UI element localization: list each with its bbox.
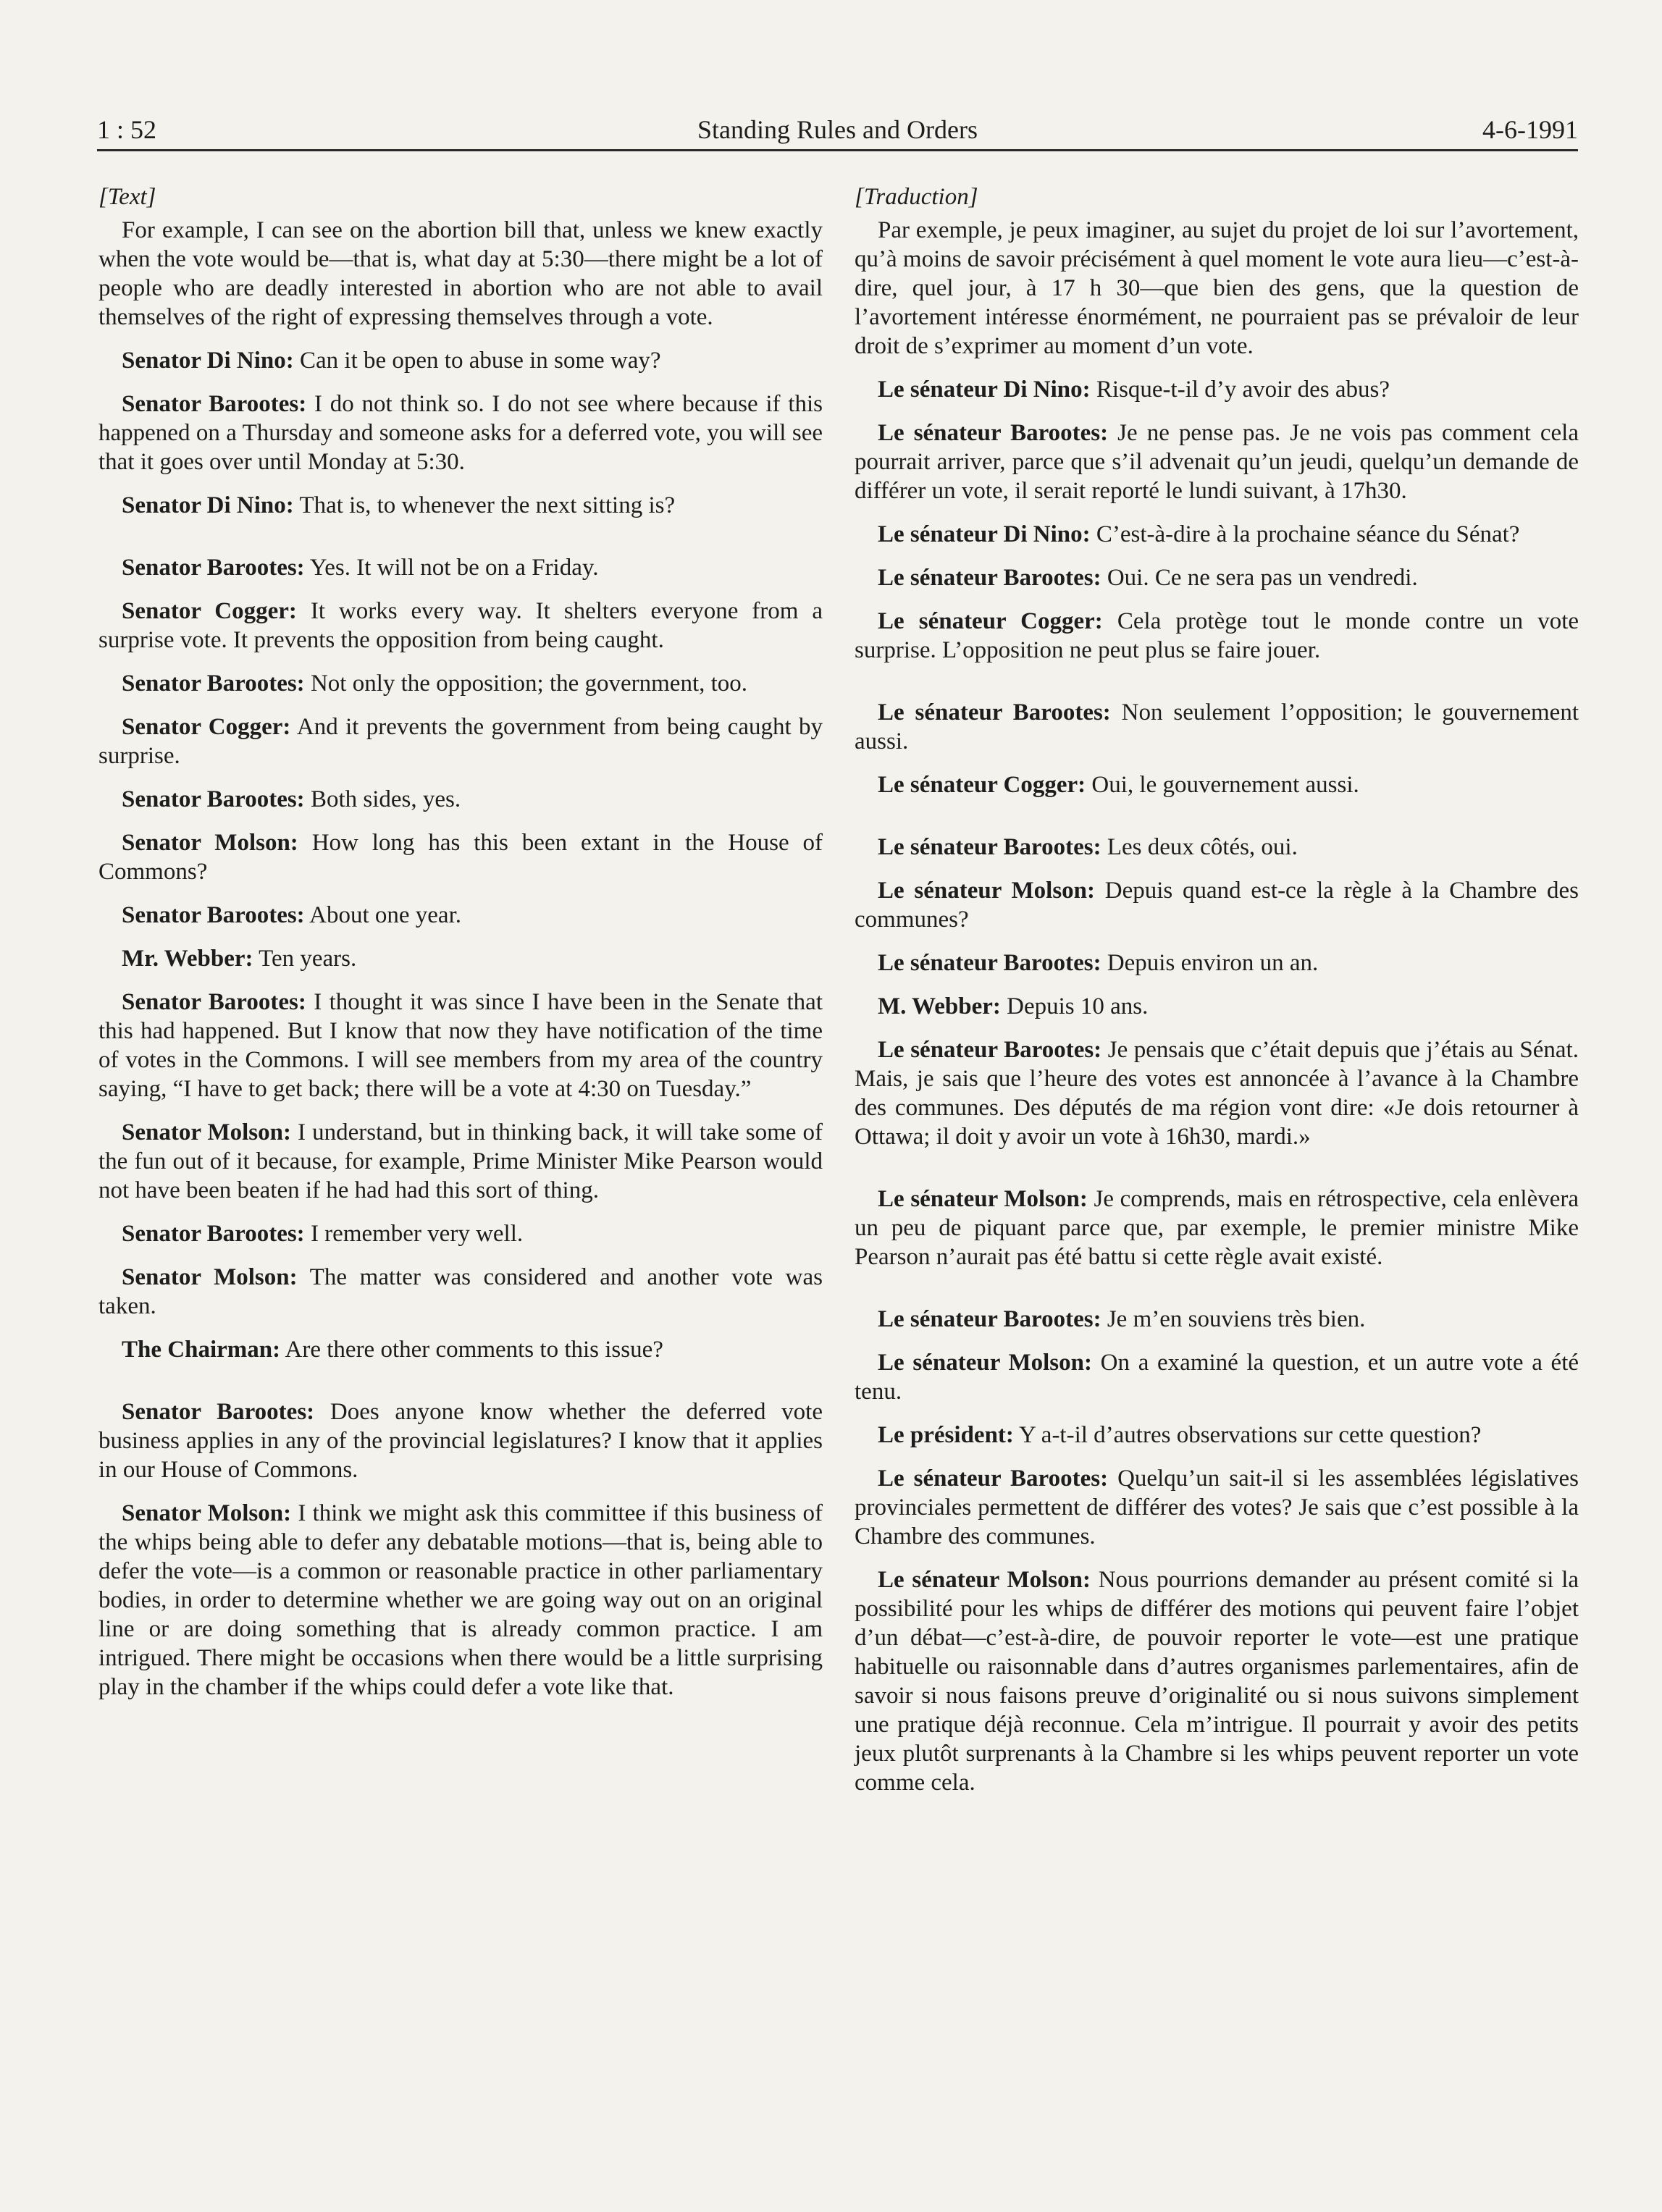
paragraph: Senator Di Nino: That is, to whenever the next sitting is? bbox=[122, 492, 676, 518]
paragraph: Senator Molson: The matter was considered and another vote was taken. bbox=[98, 1264, 823, 1319]
speaker: Le sénateur Barootes: bbox=[878, 1465, 1109, 1492]
speaker: Le sénateur Barootes: bbox=[878, 1306, 1101, 1332]
paragraph: Le sénateur Molson: On a examiné la question, et un autre vote a été tenu. bbox=[855, 1350, 1579, 1405]
paragraph: Le sénateur Barootes: Depuis environ un an. bbox=[878, 950, 1319, 976]
speaker: Senator Cogger: bbox=[122, 598, 297, 624]
paragraph: Senator Barootes: About one year. bbox=[122, 902, 461, 928]
speaker: Senator Barootes: bbox=[122, 989, 306, 1015]
speaker: Senator Molson: bbox=[122, 1264, 298, 1290]
speaker: Senator Di Nino: bbox=[122, 492, 294, 518]
paragraph: Le sénateur Molson: Nous pourrions demander au présent comité si la possibilité pour les whips de différer des motions qui peuvent faire l’objet d’un débat—c’est-à-dire, de pouvoir reporter le vote—est une pratique habituelle ou raisonnable dans d’autres organismes parlementaires, afin de savoir si nous faisons preuve d’originalité ou si nous suivons simplement une pratique déjà reconnue. Cela m’intrigue. Il pourrait y avoir des petits jeux plutôt surprenants à la Chambre si les whips peuvent reporter un vote comme cela. bbox=[855, 1567, 1579, 1796]
speaker: Senator Barootes: bbox=[122, 391, 307, 417]
speaker: Senator Barootes: bbox=[122, 670, 305, 697]
speaker: Mr. Webber: bbox=[122, 946, 253, 972]
paragraph: Par exemple, je peux imaginer, au sujet du projet de loi sur l’avortement, qu’à moins de savoir précisément à quel moment le vote aura lieu—c’est-à-dire, quel jour, à 17 h 30—que bien des gens, que la question de l’avortement intéresse énormément, ne pourraient pas se prévaloir de leur droit de s’exprimer au moment d’un vote. bbox=[855, 217, 1579, 359]
speaker: Le sénateur Barootes: bbox=[878, 950, 1101, 976]
speaker: Senator Molson: bbox=[122, 1500, 292, 1526]
paragraph: Le sénateur Di Nino: Risque-t-il d’y avoir des abus? bbox=[878, 377, 1390, 403]
speaker: Le sénateur Di Nino: bbox=[878, 521, 1091, 547]
header-date: 4-6-1991 bbox=[1482, 115, 1578, 144]
paragraph: Le sénateur Cogger: Cela protège tout le monde contre un vote surprise. L’opposition ne peut plus se faire jouer. bbox=[855, 608, 1579, 663]
paragraph: Senator Barootes: I remember very well. bbox=[122, 1221, 524, 1247]
speaker: Senator Barootes: bbox=[122, 1221, 305, 1247]
paragraph: Senator Di Nino: Can it be open to abuse in some way? bbox=[122, 348, 661, 374]
paragraph: Senator Barootes: Does anyone know whether the deferred vote business applies in any of the provincial legislatures? I know that it applies in our House of Commons. bbox=[98, 1399, 823, 1483]
speaker: Le sénateur Barootes: bbox=[878, 834, 1101, 860]
speaker: Le sénateur Barootes: bbox=[878, 699, 1111, 726]
paragraph: Senator Molson: I think we might ask this committee if this business of the whips being able to defer any debatable motions—that is, being able to defer the vote—is a common or reasonable practice in other parliamentary bodies, in order to determine whether we are going way out on an original line or are doing something that is already common practice. I am intrigued. There might be occasions when there would be a little surprising play in the chamber if the whips could defer a vote like that. bbox=[98, 1500, 823, 1700]
page-number: 1 : 52 bbox=[97, 115, 157, 144]
paragraph: Senator Molson: How long has this been extant in the House of Commons? bbox=[98, 830, 823, 885]
paragraph: Le sénateur Barootes: Non seulement l’opposition; le gouvernement aussi. bbox=[855, 699, 1579, 754]
paragraph: Le sénateur Di Nino: C’est-à-dire à la prochaine séance du Sénat? bbox=[878, 521, 1520, 547]
speaker: Senator Molson: bbox=[122, 830, 298, 856]
paragraph: Le président: Y a-t-il d’autres observations sur cette question? bbox=[878, 1422, 1482, 1448]
speaker: The Chairman: bbox=[122, 1337, 281, 1363]
paragraph: M. Webber: Depuis 10 ans. bbox=[878, 993, 1149, 1019]
speaker: Le sénateur Di Nino: bbox=[878, 377, 1091, 403]
speaker: Le président: bbox=[878, 1422, 1014, 1448]
paragraph: Le sénateur Barootes: Je ne pense pas. Je ne vois pas comment cela pourrait arriver, parce que s’il advenait qu’un jeudi, quelqu’un demande de différer un vote, il serait reporté le lundi suivant, à 17h30. bbox=[855, 420, 1579, 504]
paragraph: Senator Barootes: Both sides, yes. bbox=[122, 786, 461, 812]
speaker: Senator Barootes: bbox=[122, 902, 305, 928]
paragraph: Senator Cogger: And it prevents the government from being caught by surprise. bbox=[98, 714, 823, 769]
paragraph: Le sénateur Molson: Je comprends, mais en rétrospective, cela enlèvera un peu de piquant parce que, par exemple, le premier ministre Mike Pearson n’aurait pas été battu si cette règle avait existé. bbox=[855, 1186, 1579, 1270]
speaker: Le sénateur Molson: bbox=[878, 1567, 1091, 1593]
speaker: Le sénateur Cogger: bbox=[878, 608, 1103, 634]
paragraph: Senator Barootes: Yes. It will not be on a Friday. bbox=[122, 555, 599, 581]
speaker: Senator Barootes: bbox=[122, 1399, 315, 1425]
speaker: Le sénateur Barootes: bbox=[878, 565, 1101, 591]
paragraph: Le sénateur Molson: Depuis quand est-ce la règle à la Chambre des communes? bbox=[855, 878, 1579, 933]
paragraph: Mr. Webber: Ten years. bbox=[122, 946, 357, 972]
french-column bbox=[855, 182, 1579, 1797]
paragraph: Le sénateur Barootes: Les deux côtés, oui. bbox=[878, 834, 1298, 860]
translation-label: [Traduction] bbox=[855, 184, 978, 210]
speaker: Le sénateur Molson: bbox=[878, 1350, 1092, 1376]
paragraph: Le sénateur Barootes: Je pensais que c’était depuis que j’étais au Sénat. Mais, je sais que l’heure des votes est annoncée à l’avance à la Chambre des communes. Des députés de ma région vont dire: «Je dois retourner à Ottawa; il doit y avoir un vote à 16h30, mardi.» bbox=[855, 1037, 1579, 1150]
speaker: Senator Barootes: bbox=[122, 555, 305, 581]
paragraph: Le sénateur Barootes: Je m’en souviens très bien. bbox=[878, 1306, 1366, 1332]
paragraph: Senator Barootes: I thought it was since I have been in the Senate that this had happened. But I know that now they have notification of the time of votes in the Commons. I will see members from my area of the country saying, “I have to get back; there will be a vote at 4:30 on Tuesday.” bbox=[98, 989, 823, 1102]
paragraph: For example, I can see on the abortion bill that, unless we knew exactly when the vote would be—that is, what day at 5:30—there might be a lot of people who are deadly interested in abortion who are not able to avail themselves of the right of expressing themselves through a vote. bbox=[98, 217, 823, 330]
english-column bbox=[98, 182, 823, 1702]
text-label: [Text] bbox=[98, 184, 156, 210]
page-title: Standing Rules and Orders bbox=[697, 115, 978, 144]
paragraph: Le sénateur Cogger: Oui, le gouvernement aussi. bbox=[878, 772, 1359, 798]
running-header bbox=[97, 109, 1578, 151]
speaker: Senator Barootes: bbox=[122, 786, 305, 812]
speaker: Senator Di Nino: bbox=[122, 348, 294, 374]
speaker: Senator Molson: bbox=[122, 1119, 291, 1145]
paragraph: Senator Barootes: I do not think so. I do not see where because if this happened on a Thursday and someone asks for a deferred vote, you will see that it goes over until Monday at 5:30. bbox=[98, 391, 823, 475]
paragraph: Le sénateur Barootes: Oui. Ce ne sera pas un vendredi. bbox=[878, 565, 1418, 591]
speaker: Le sénateur Barootes: bbox=[878, 1037, 1102, 1063]
speaker: Le sénateur Molson: bbox=[878, 878, 1096, 904]
paragraph: The Chairman: Are there other comments to this issue? bbox=[122, 1337, 663, 1363]
paragraph: Le sénateur Barootes: Quelqu’un sait-il si les assemblées législatives provinciales permettent de différer des votes? Je sais que c’est possible à la Chambre des communes. bbox=[855, 1465, 1579, 1549]
speaker: M. Webber: bbox=[878, 993, 1001, 1019]
paragraph: Senator Barootes: Not only the opposition; the government, too. bbox=[122, 670, 748, 697]
speaker: Senator Cogger: bbox=[122, 714, 291, 740]
paragraph: Senator Cogger: It works every way. It shelters everyone from a surprise vote. It prevents the opposition from being caught. bbox=[98, 598, 823, 653]
speaker: Le sénateur Cogger: bbox=[878, 772, 1086, 798]
paragraph: Senator Molson: I understand, but in thinking back, it will take some of the fun out of it because, for example, Prime Minister Mike Pearson would not have been beaten if he had had this sort of thing. bbox=[98, 1119, 823, 1203]
speaker: Le sénateur Barootes: bbox=[878, 420, 1109, 446]
speaker: Le sénateur Molson: bbox=[878, 1186, 1088, 1212]
